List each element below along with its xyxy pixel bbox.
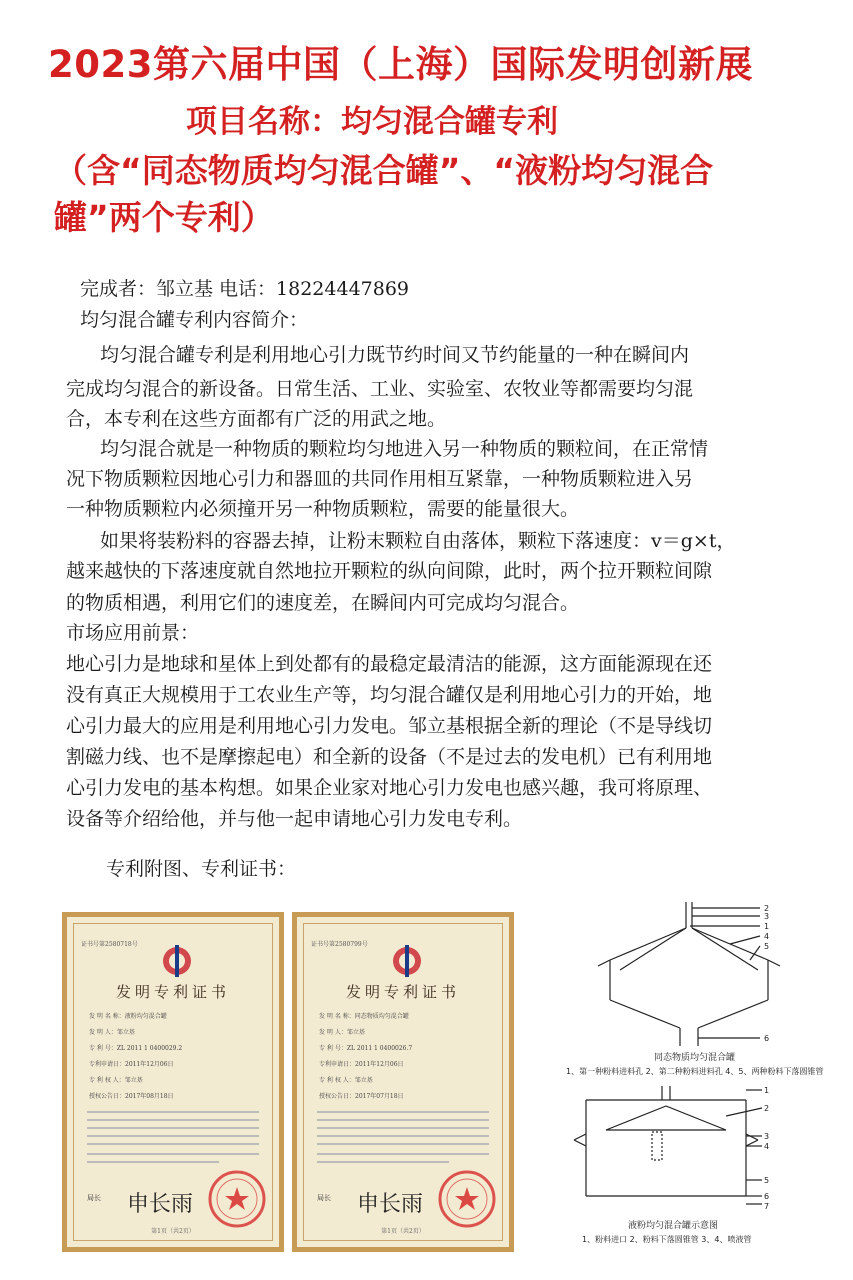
certificate-field: 专 利 号：ZL 2011 1 0400029.2 — [89, 1045, 183, 1052]
patent-office-emblem-icon — [387, 943, 427, 979]
author-line: 完成者：邹立基 电话：18224447869 — [80, 278, 410, 300]
certificate-field: 专利申请日：2011年12月06日 — [319, 1061, 404, 1068]
market-line: 心引力最大的应用是利用地心引力发电。邹立基根据全新的理论（不是导线切 — [66, 715, 713, 737]
certificate-field: 专 利 权 人：邹立基 — [319, 1077, 373, 1084]
patent-office-emblem-icon — [157, 943, 197, 979]
mixing-tank-diagram-1 — [590, 900, 810, 1050]
diagram-label: 6 — [764, 1192, 770, 1201]
diagram-label: 5 — [764, 1176, 770, 1185]
headline-patents-line2: 罐”两个专利） — [54, 198, 274, 237]
headline-project-name: 项目名称：均匀混合罐专利 — [186, 104, 558, 140]
body-line: 况下物质颗粒因地心引力和器皿的共同作用相互紧靠，一种物质颗粒进入另 — [66, 468, 694, 490]
patent-certificate-2 — [292, 912, 514, 1252]
certificate-title: 发明专利证书 — [115, 983, 230, 1001]
market-line: 没有真正大规模用于工农业生产等，均匀混合罐仅是利用地心引力的开始，地 — [66, 684, 713, 706]
certificate-field: 专 利 号：ZL 2011 1 0400026.7 — [319, 1045, 413, 1052]
diagram-label: 1 — [764, 922, 770, 931]
market-line: 设备等介绍给他，并与他一起申请地心引力发电专利。 — [66, 808, 523, 830]
market-line: 心引力发电的基本构想。如果企业家对地心引力发电也感兴趣，我可将原理、 — [66, 777, 713, 799]
body-line: 如果将装粉料的容器去掉，让粉末颗粒自由落体，颗粒下落速度：v＝g×t， — [100, 530, 736, 552]
body-line: 的物质相遇，利用它们的速度差，在瞬间内可完成均匀混合。 — [66, 592, 580, 614]
mixing-tank-diagram-2 — [566, 1086, 781, 1216]
diagram-label: 2 — [764, 1104, 770, 1113]
patent-certificate-1 — [62, 912, 284, 1252]
director-signature: 申长雨 — [357, 1192, 424, 1217]
diagram1-caption: 同态物质均匀混合罐 — [654, 1053, 736, 1063]
diagram2-caption: 液粉均匀混合罐示意图 — [628, 1221, 719, 1231]
certificate-field: 授权公告日：2017年08月18日 — [89, 1093, 174, 1100]
certificate-field: 发 明 人：邹立基 — [89, 1029, 135, 1036]
market-line: 地心引力是地球和星体上到处都有的最稳定最清洁的能源，这方面能源现在还 — [66, 653, 713, 675]
body-line: 均匀混合就是一种物质的颗粒均匀地进入另一种物质的颗粒间，在正常情 — [100, 438, 709, 460]
body-line: 一种物质颗粒内必须撞开另一种物质颗粒，需要的能量很大。 — [66, 498, 580, 520]
director-signature: 申长雨 — [127, 1192, 194, 1217]
diagram-label: 3 — [764, 1132, 770, 1141]
certificate-page: 第1页（共2页） — [381, 1228, 425, 1235]
certificate-field: 授权公告日：2017年07月18日 — [319, 1093, 404, 1100]
certificate-page: 第1页（共2页） — [151, 1228, 195, 1235]
diagram2-legend: 1、粉料进口 2、粉料下落圆锥管 3、4、喷液管 — [582, 1235, 752, 1244]
body-line: 完成均匀混合的新设备。日常生活、工业、实验室、农牧业等都需要均匀混 — [66, 378, 694, 400]
market-heading: 市场应用前景： — [66, 622, 200, 644]
intro-heading: 均匀混合罐专利内容简介： — [80, 309, 309, 331]
signature-title: 局长 — [87, 1194, 101, 1202]
official-seal-icon — [207, 1169, 267, 1229]
diagram-label: 5 — [764, 942, 770, 951]
diagram-label: 4 — [764, 1142, 770, 1151]
certificate-field: 专利申请日：2011年12月06日 — [89, 1061, 174, 1068]
body-line: 合，本专利在这些方面都有广泛的用武之地。 — [66, 408, 447, 430]
headline-exhibition: 2023第六届中国（上海）国际发明创新展 — [48, 43, 753, 86]
certificate-field: 发 明 人：邹立基 — [319, 1029, 365, 1036]
diagram-label: 4 — [764, 932, 770, 941]
diagram-label: 6 — [764, 1034, 770, 1043]
certificate-number: 证书号第2580718号 — [81, 941, 138, 948]
market-line: 割磁力线、也不是摩擦起电）和全新的设备（不是过去的发电机）已有利用地 — [66, 746, 713, 768]
certificate-title: 发明专利证书 — [345, 983, 460, 1001]
official-seal-icon — [437, 1169, 497, 1229]
diagram-label: 7 — [764, 1202, 770, 1211]
diagram1-legend: 1、第一种粉料进料孔 2、第二种粉料进料孔 4、5、两种粉料下落圆锥管 — [566, 1067, 824, 1076]
diagram-label: 3 — [764, 912, 770, 921]
headline-patents-line1: （含“同态物质均匀混合罐”、“液粉均匀混合 — [54, 151, 714, 190]
certificate-field: 发 明 名 称：同态物质均匀混合罐 — [319, 1013, 409, 1020]
certificate-number: 证书号第2580799号 — [311, 941, 368, 948]
diagram-label: 1 — [764, 1086, 770, 1095]
body-line: 越来越快的下落速度就自然地拉开颗粒的纵向间隙，此时，两个拉开颗粒间隙 — [66, 560, 713, 582]
attachments-heading: 专利附图、专利证书： — [106, 858, 297, 880]
certificate-field: 专 利 权 人：邹立基 — [89, 1077, 143, 1084]
signature-title: 局长 — [317, 1194, 331, 1202]
diagram-label: 2 — [764, 904, 770, 913]
body-line: 均匀混合罐专利是利用地心引力既节约时间又节约能量的一种在瞬间内 — [100, 344, 690, 366]
certificate-field: 发 明 名 称：液粉均匀混合罐 — [89, 1013, 167, 1020]
